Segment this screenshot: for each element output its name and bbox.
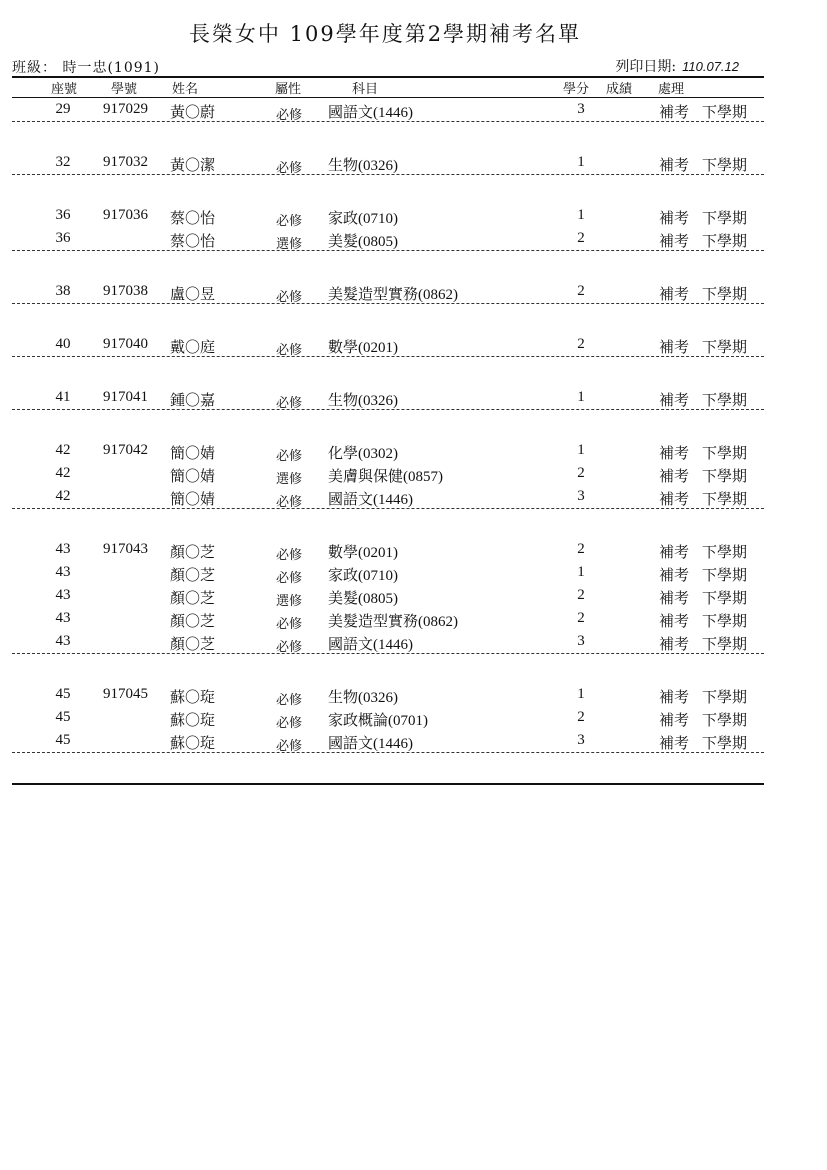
subject-cell: 美髮(0805) — [328, 591, 398, 607]
seat-cell: 32 — [55, 154, 71, 170]
table-row — [0, 731, 827, 754]
student-id-cell: 917045 — [103, 686, 148, 702]
group-separator — [12, 752, 764, 753]
action-cell: 補考 — [659, 545, 690, 561]
student-id-cell: 917036 — [103, 207, 148, 223]
action-cell: 補考 — [659, 340, 690, 356]
credits-cell: 2 — [577, 541, 585, 557]
type-cell: 選修 — [276, 236, 303, 251]
type-cell: 必修 — [276, 395, 303, 410]
term-cell: 下學期 — [702, 340, 748, 356]
subject-cell: 家政(0710) — [328, 211, 398, 227]
type-cell: 必修 — [276, 160, 303, 175]
type-cell: 必修 — [276, 213, 303, 228]
term-cell: 下學期 — [702, 591, 748, 607]
credits-cell: 1 — [577, 154, 585, 170]
print-date — [615, 56, 739, 76]
group-separator — [12, 409, 764, 410]
subject-cell: 美髮(0805) — [328, 234, 398, 250]
name-cell: 顏〇芝 — [170, 568, 216, 584]
seat-cell: 41 — [55, 389, 71, 405]
type-cell: 必修 — [276, 448, 303, 463]
term-cell: 下學期 — [702, 545, 748, 561]
subject-cell: 美膚與保健(0857) — [328, 469, 443, 485]
type-cell: 必修 — [276, 616, 303, 631]
action-cell: 補考 — [659, 690, 690, 706]
action-cell: 補考 — [659, 469, 690, 485]
seat-cell: 43 — [55, 564, 71, 580]
type-cell: 必修 — [276, 738, 303, 753]
header-seat: 座號 — [51, 82, 78, 97]
table-header — [0, 78, 827, 96]
type-cell: 必修 — [276, 692, 303, 707]
seat-cell: 42 — [55, 488, 71, 504]
table-row — [0, 229, 827, 252]
subject-cell: 美髮造型實務(0862) — [328, 614, 458, 630]
name-cell: 蘇〇琁 — [170, 736, 216, 752]
seat-cell: 38 — [55, 283, 71, 299]
term-cell: 下學期 — [702, 234, 748, 250]
credits-cell: 2 — [577, 283, 585, 299]
credits-cell: 3 — [577, 732, 585, 748]
term-cell: 下學期 — [702, 637, 748, 653]
name-cell: 蔡〇怡 — [170, 234, 216, 250]
action-cell: 補考 — [659, 446, 690, 462]
header-name: 姓名 — [172, 82, 199, 97]
type-cell: 必修 — [276, 547, 303, 562]
credits-cell: 2 — [577, 610, 585, 626]
action-cell: 補考 — [659, 568, 690, 584]
type-cell: 必修 — [276, 107, 303, 122]
subject-cell: 生物(0326) — [328, 690, 398, 706]
table-row — [0, 153, 827, 176]
name-cell: 戴〇庭 — [170, 340, 216, 356]
page-title: 長榮女中 109學年度第2學期補考名單 — [188, 22, 582, 46]
table-row — [0, 708, 827, 731]
name-cell: 蘇〇琁 — [170, 690, 216, 706]
student-id-cell: 917032 — [103, 154, 148, 170]
header-subject: 科目 — [352, 82, 379, 97]
credits-cell: 3 — [577, 101, 585, 117]
name-cell: 顏〇芝 — [170, 614, 216, 630]
group-separator — [12, 121, 764, 122]
group-separator — [12, 356, 764, 357]
subject-cell: 國語文(1446) — [328, 105, 413, 121]
table-row — [0, 282, 827, 305]
name-cell: 蘇〇琁 — [170, 713, 216, 729]
header-credits: 學分 — [563, 82, 590, 97]
subject-cell: 數學(0201) — [328, 340, 398, 356]
header-action: 處理 — [658, 82, 685, 97]
type-cell: 必修 — [276, 494, 303, 509]
action-cell: 補考 — [659, 393, 690, 409]
credits-cell: 1 — [577, 207, 585, 223]
term-cell: 下學期 — [702, 690, 748, 706]
term-cell: 下學期 — [702, 713, 748, 729]
type-cell: 選修 — [276, 471, 303, 486]
group-separator — [12, 174, 764, 175]
name-cell: 黃〇潔 — [170, 158, 216, 174]
seat-cell: 45 — [55, 686, 71, 702]
action-cell: 補考 — [659, 105, 690, 121]
action-cell: 補考 — [659, 492, 690, 508]
action-cell: 補考 — [659, 234, 690, 250]
table-row — [0, 685, 827, 708]
table-row — [0, 206, 827, 229]
credits-cell: 1 — [577, 389, 585, 405]
subject-cell: 生物(0326) — [328, 158, 398, 174]
print-date-label: 列印日期: — [615, 59, 677, 75]
type-cell: 必修 — [276, 342, 303, 357]
credits-cell: 2 — [577, 336, 585, 352]
student-id-cell: 917040 — [103, 336, 148, 352]
seat-cell: 45 — [55, 709, 71, 725]
name-cell: 簡〇婧 — [170, 492, 216, 508]
term-cell: 下學期 — [702, 105, 748, 121]
student-id-cell: 917042 — [103, 442, 148, 458]
group-separator — [12, 653, 764, 654]
table-row — [0, 609, 827, 632]
action-cell: 補考 — [659, 287, 690, 303]
end-rule — [12, 783, 764, 785]
action-cell: 補考 — [659, 637, 690, 653]
term-cell: 下學期 — [702, 446, 748, 462]
term-cell: 下學期 — [702, 211, 748, 227]
action-cell: 補考 — [659, 614, 690, 630]
subject-cell: 化學(0302) — [328, 446, 398, 462]
term-cell: 下學期 — [702, 287, 748, 303]
term-cell: 下學期 — [702, 568, 748, 584]
table-row — [0, 100, 827, 123]
name-cell: 簡〇婧 — [170, 469, 216, 485]
subject-cell: 家政概論(0701) — [328, 713, 428, 729]
subject-cell: 美髮造型實務(0862) — [328, 287, 458, 303]
table-row — [0, 335, 827, 358]
seat-cell: 45 — [55, 732, 71, 748]
action-cell: 補考 — [659, 591, 690, 607]
type-cell: 必修 — [276, 570, 303, 585]
header-score: 成績 — [606, 82, 633, 97]
header-type: 屬性 — [275, 82, 302, 97]
subject-cell: 國語文(1446) — [328, 637, 413, 653]
term-cell: 下學期 — [702, 614, 748, 630]
subject-cell: 數學(0201) — [328, 545, 398, 561]
group-separator — [12, 303, 764, 304]
action-cell: 補考 — [659, 736, 690, 752]
credits-cell: 3 — [577, 488, 585, 504]
credits-cell: 2 — [577, 587, 585, 603]
credits-cell: 2 — [577, 709, 585, 725]
type-cell: 必修 — [276, 715, 303, 730]
credits-cell: 1 — [577, 686, 585, 702]
name-cell: 簡〇婧 — [170, 446, 216, 462]
term-cell: 下學期 — [702, 393, 748, 409]
name-cell: 盧〇昱 — [170, 287, 216, 303]
seat-cell: 43 — [55, 587, 71, 603]
table-row — [0, 540, 827, 563]
credits-cell: 2 — [577, 230, 585, 246]
seat-cell: 40 — [55, 336, 71, 352]
student-id-cell: 917043 — [103, 541, 148, 557]
name-cell: 鍾〇嘉 — [170, 393, 216, 409]
class-label: 班級： 時一忠(1091) — [12, 60, 161, 76]
subject-cell: 生物(0326) — [328, 393, 398, 409]
credits-cell: 1 — [577, 564, 585, 580]
header-student-id: 學號 — [111, 82, 138, 97]
table-row — [0, 563, 827, 586]
name-cell: 顏〇芝 — [170, 637, 216, 653]
action-cell: 補考 — [659, 158, 690, 174]
term-cell: 下學期 — [702, 736, 748, 752]
seat-cell: 36 — [55, 207, 71, 223]
seat-cell: 42 — [55, 442, 71, 458]
group-separator — [12, 250, 764, 251]
table-row — [0, 632, 827, 655]
table-row — [0, 388, 827, 411]
subject-cell: 國語文(1446) — [328, 736, 413, 752]
subject-cell: 國語文(1446) — [328, 492, 413, 508]
type-cell: 必修 — [276, 639, 303, 654]
table-row — [0, 464, 827, 487]
credits-cell: 3 — [577, 633, 585, 649]
term-cell: 下學期 — [702, 469, 748, 485]
action-cell: 補考 — [659, 713, 690, 729]
print-date-value: 110.07.12 — [682, 59, 739, 74]
subject-cell: 家政(0710) — [328, 568, 398, 584]
action-cell: 補考 — [659, 211, 690, 227]
seat-cell: 42 — [55, 465, 71, 481]
seat-cell: 43 — [55, 541, 71, 557]
name-cell: 顏〇芝 — [170, 591, 216, 607]
seat-cell: 43 — [55, 633, 71, 649]
student-id-cell: 917029 — [103, 101, 148, 117]
term-cell: 下學期 — [702, 158, 748, 174]
student-id-cell: 917041 — [103, 389, 148, 405]
type-cell: 必修 — [276, 289, 303, 304]
term-cell: 下學期 — [702, 492, 748, 508]
credits-cell: 1 — [577, 442, 585, 458]
seat-cell: 29 — [55, 101, 71, 117]
type-cell: 選修 — [276, 593, 303, 608]
seat-cell: 36 — [55, 230, 71, 246]
name-cell: 黃〇蔚 — [170, 105, 216, 121]
name-cell: 蔡〇怡 — [170, 211, 216, 227]
student-id-cell: 917038 — [103, 283, 148, 299]
table-row — [0, 586, 827, 609]
seat-cell: 43 — [55, 610, 71, 626]
header-bottom-rule — [12, 97, 764, 98]
table-row — [0, 441, 827, 464]
name-cell: 顏〇芝 — [170, 545, 216, 561]
credits-cell: 2 — [577, 465, 585, 481]
table-row — [0, 487, 827, 510]
group-separator — [12, 508, 764, 509]
